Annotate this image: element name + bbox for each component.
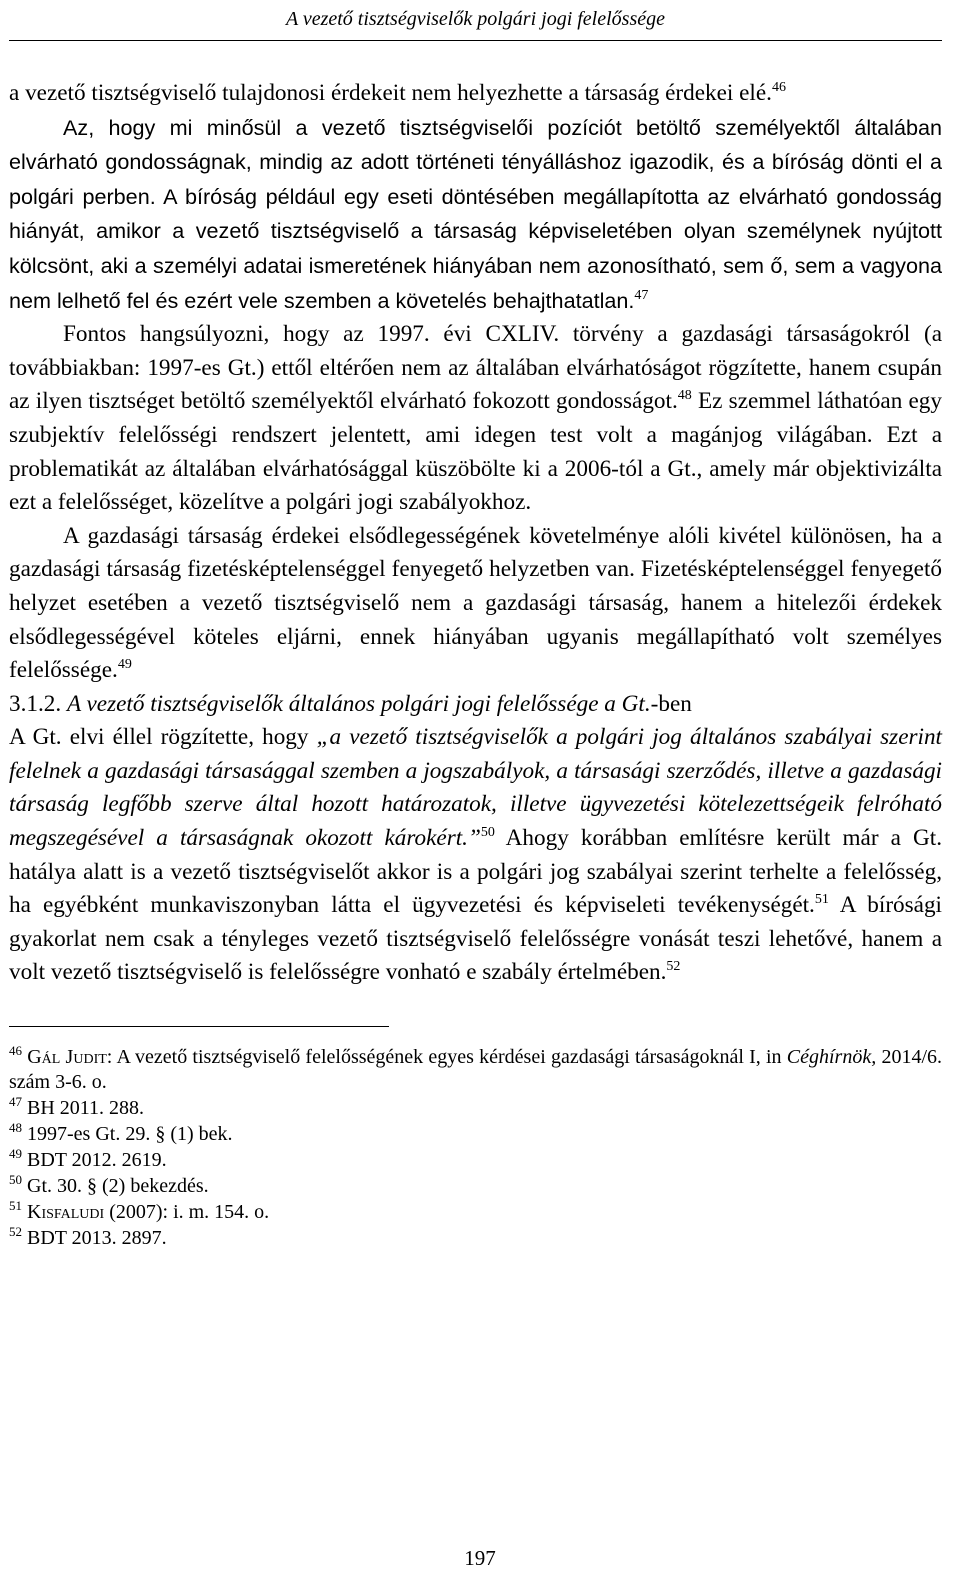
quotation: „a vezető tisztségviselők a polgári jog általános szabályai szerint felelnek a gazdasági társasággal szemben a jogszabályok, a társasági szerződés, illetve a gazdasági társaság legfőbb szerve által hozott határozatok, illetve ügyvezetési kötelezettségeik felróható megszegésével a társaságnak okozott károkért.” [9, 724, 942, 852]
paragraph-text: A Gt. elvi éllel rögzítette, hogy [9, 724, 317, 751]
paragraph-continuation [9, 77, 942, 111]
footnote-48 [9, 1122, 942, 1147]
paragraph-text: A gazdasági társaság érdekei elsődlegességének követelménye alóli kivétel különösen, ha a gazdasági társaság fizetésképtelenséggel fenyegető helyzetben van. Fizetésképtelenséggel fenyegető helyzet esetében a vezető tisztségviselő nem a gazdasági társaság, hanem a hitelezői érdekek elsődlegességével köteles eljárni, ennek hiányában ugyanis megállapítható volt személyes felelőssége. [9, 522, 942, 684]
footnote-number: 49 [9, 1146, 22, 1162]
document-page [9, 0, 942, 1252]
footnote-journal: Céghírnök, [786, 1046, 877, 1069]
paragraph-text: Az, hogy mi minősül a vezető tisztségviselői pozíciót betöltő személyektől általában elvárható gondosságnak, mindig az adott történeti tényálláshoz igazodik, és a bíróság dönti el a polgári perben. A bíróság például egy eseti döntésében megállapította az elvárható gondosság hiányát, amikor a vezető tisztségviselő a társaság képviseletében olyan személynek nyújtott kölcsönt, aki a személyi adatai ismeretének hiányában nem azonosítható, sem ő, sem a vagyona nem lelhető fel és ezért vele szemben a követelés behajthatatlan. [9, 114, 942, 313]
footnote-text: 2014/6. szám 3-6. o. [9, 1046, 942, 1094]
footnote-text: (2007): i. m. 154. o. [104, 1201, 270, 1224]
paragraph-1997-act [9, 318, 942, 520]
footnote-ref[interactable]: 49 [117, 657, 132, 673]
footnote-author: Gál Judit [27, 1046, 107, 1069]
footnote-number: 47 [9, 1094, 22, 1110]
footnotes [9, 1045, 942, 1251]
footnote-ref[interactable]: 46 [771, 80, 786, 95]
footnote-51 [9, 1200, 942, 1225]
footnote-text: : A vezető tisztségviselő felelősségének egyes kérdései gazdasági társaságoknál I, in [106, 1046, 787, 1069]
footnote-52 [9, 1226, 942, 1251]
footnote-ref[interactable]: 47 [634, 287, 649, 303]
footnote-46 [9, 1045, 942, 1095]
footnote-number: 48 [9, 1120, 22, 1136]
section-title: A vezető tisztségviselők általános polgári jogi felelőssége a Gt. [66, 690, 651, 717]
footnote-ref[interactable]: 51 [814, 892, 829, 908]
footnote-text: Gt. 30. § (2) bekezdés. [22, 1175, 209, 1198]
footnote-text: 1997-es Gt. 29. § (1) bek. [22, 1123, 233, 1146]
section-heading [9, 688, 942, 722]
footnote-number: 50 [9, 1172, 22, 1188]
footnote-49 [9, 1148, 942, 1173]
footnote-number: 51 [9, 1198, 22, 1214]
paragraph-insolvency [9, 520, 942, 688]
section-number: 3.1.2. [9, 690, 62, 717]
paragraph-text: a vezető tisztségviselő tulajdonosi érdekeit nem helyezhette a társaság érdekei elé. [9, 80, 772, 106]
footnote-50 [9, 1174, 942, 1199]
footnote-ref[interactable]: 52 [666, 959, 681, 975]
footnote-number: 52 [9, 1224, 22, 1240]
footnote-text: BDT 2012. 2619. [22, 1149, 167, 1172]
footnote-text: BH 2011. 288. [22, 1097, 145, 1120]
page-number: 197 [464, 1546, 496, 1570]
paragraph-diligence [9, 111, 942, 319]
footnote-text: BDT 2013. 2897. [22, 1227, 167, 1250]
footnote-ref[interactable]: 50 [480, 825, 495, 841]
paragraph-text: A bírósági gyakorlat nem csak a tényleges vezető tisztségviselő felelősségre vonását teszi lehetővé, hanem a volt vezető tisztségviselő is felelősségre vonható e szabály értelmében. [9, 892, 942, 986]
footnote-47 [9, 1096, 942, 1121]
section-suffix: -ben [650, 690, 692, 717]
footnote-ref[interactable]: 48 [677, 388, 692, 404]
paragraph-text: Fontos hangsúlyozni, hogy az 1997. évi CXLIV. törvény a gazdasági társaságokról (a továbbiakban: 1997-es Gt.) ettől eltérően nem az általában elvárhatóságot rögzítette, hanem csupán az ilyen tisztséget betöltő személyektől elvárható fokozott gondosságot. [9, 321, 942, 415]
body-text [9, 77, 942, 990]
footnote-author: Kisfaludi [27, 1201, 105, 1224]
footnote-separator [9, 1026, 389, 1027]
running-header: A vezető tisztségviselők polgári jogi felelőssége [9, 6, 942, 41]
paragraph-text: Ez szemmel láthatóan egy szubjektív felelősségi rendszert jelentett, ami idegen test volt a magánjog világában. Ezt a problematikát az általában elvárhatósággal küszöbölte ki a 2006-tól a Gt., amely már objektivizálta ezt a felelősséget, közelítve a polgári jogi szabályokhoz. [9, 388, 942, 516]
paragraph-text: Ahogy korábban említésre került már a Gt. hatálya alatt is a vezető tisztségviselőt akkor is a polgári jog szabályai szerint terhelte a felelősség, ha egyébként munkaviszonyban látta el ügyvezetési és képviseleti tevékenységét. [9, 825, 942, 919]
footnote-number: 46 [9, 1043, 22, 1059]
paragraph-gt [9, 721, 942, 990]
